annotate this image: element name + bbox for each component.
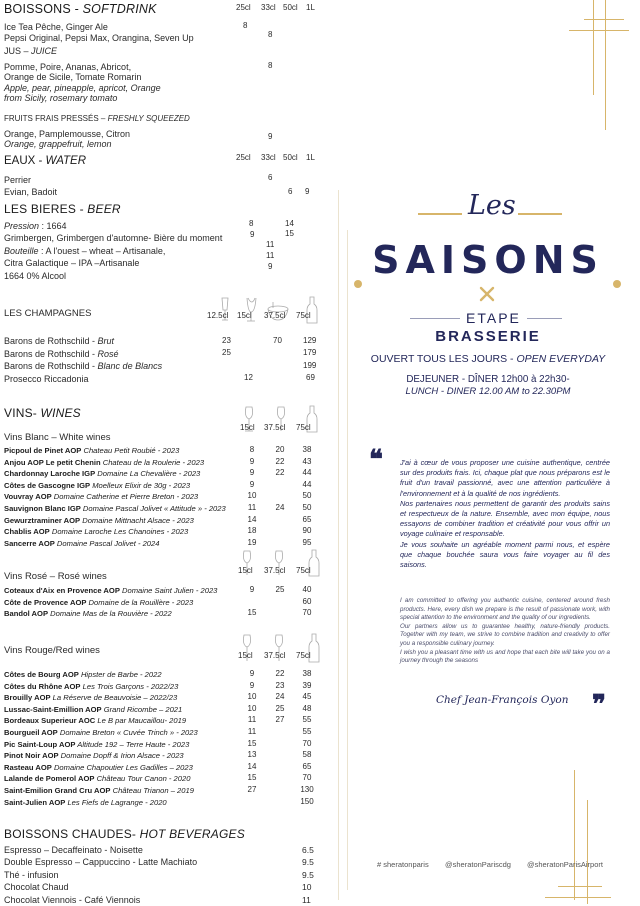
wine-price-c: 50 (302, 491, 312, 501)
wine-producer: Domaine Chapoutier Les Gadilles – 2023 (51, 762, 193, 772)
champ-row-1-c1: 23 (222, 336, 231, 345)
beer-citra: Citra Galactique – IPA –Artisanale (4, 258, 140, 268)
wine-producer: Hipster de Barbe - 2022 (78, 670, 162, 679)
water-perrier-price: 6 (268, 173, 273, 182)
wine-name: Sauvignon Blanc IGP (4, 504, 81, 513)
beer-grimbergen: Grimbergen, Grimbergen d'automne- Bière du moment (4, 233, 223, 243)
wine-producer: Domaine Pascal Jolivet « Attitude » - 2023 (80, 504, 226, 513)
size-33cl: 33cl (261, 3, 276, 12)
wine-name: Côtes de Gascogne IGP (4, 480, 91, 490)
softdrink-row-1-price: 8 (243, 21, 248, 30)
champ-row-1-name: Barons de Rothschild - (4, 336, 98, 346)
wine-price-c: 38 (302, 445, 312, 454)
wine-price-a: 9 (249, 669, 255, 678)
champ-row-1-c4: 129 (303, 336, 317, 345)
chef-quote-en: I am committed to offering you authentic cuisine, centered around fresh products. Here, every dish we prepare is the result of passionate work, with special attention to the environment and the quality of our ingredients. Our partners allow us to guarantee healthy, nature-friendly products. Together with my team, we strive to combine tradition and creativity to offer you a responsible culinary journey. I wish you a pleasant time with us and hope that each bite will take you on a journey through the seasons (400, 597, 610, 665)
water-evian-50: 6 (288, 187, 293, 196)
wine-price-a: 18 (247, 526, 257, 536)
wines-heading (4, 406, 81, 420)
wine-price-a: 19 (247, 537, 257, 547)
logo-saisons: SAISONS (372, 238, 604, 282)
wine-price-c: 44 (302, 479, 312, 489)
champ-row-2-c4: 179 (303, 348, 317, 357)
wine-name: Lussac-Saint-Emillion AOP (4, 704, 102, 714)
juice-line-1: Pomme, Poire, Ananas, Abricot, (4, 62, 132, 72)
water-size-33cl: 33cl (261, 153, 276, 162)
wine-price-c: 55 (302, 715, 312, 725)
wine-name: Chablis AOP (4, 527, 50, 537)
fruits-title: FRUITS FRAIS PRESSÉS – (4, 114, 108, 123)
wines-title: VINS- (4, 406, 41, 420)
wine-price-a: 10 (247, 491, 257, 501)
wine-producer: Altitude 192 – Terre Haute - 2023 (75, 739, 190, 749)
fruits-line: Orange, Pamplemousse, Citron (4, 129, 131, 139)
wine-row (4, 728, 198, 737)
logo-brasserie: BRASSERIE (435, 328, 541, 345)
logo-les: Les (468, 190, 516, 221)
wine-price-b: 24 (275, 692, 285, 702)
wine-price-a: 13 (247, 750, 257, 760)
beer-price-3: 9 (250, 230, 255, 239)
wine-producer: Domaine Breton « Cuvée Trinch » - 2023 (57, 728, 198, 737)
beer-bouteille (4, 246, 165, 257)
wine-price-c: 45 (302, 692, 312, 702)
wine-row (4, 786, 194, 795)
rose-size-75: 75cl (296, 566, 311, 575)
wine-row (4, 504, 226, 513)
logo-dot-right (613, 280, 621, 288)
champ-row-4-c4: 69 (306, 373, 315, 382)
wine-price-b: 23 (275, 680, 285, 690)
wine-row (4, 446, 179, 455)
size-50cl: 50cl (283, 3, 298, 12)
wine-price-c: 130 (300, 785, 314, 794)
wine-price-a: 15 (247, 773, 257, 783)
hot-beverage-price: 9.5 (302, 857, 314, 868)
champ-size-15: 15cl (237, 311, 252, 320)
gold-line-decor (574, 770, 575, 900)
softdrink-row-2: Pepsi Original, Pepsi Max, Orangina, Seven Up (4, 33, 194, 43)
hot-beverage-price: 9.5 (302, 869, 314, 880)
social-airport[interactable]: @sheratonParisAirport (527, 860, 603, 869)
wine-price-b: 27 (275, 715, 285, 725)
beer-alcool: 1664 0% Alcool (4, 271, 67, 281)
wine-row (4, 469, 200, 478)
wine-price-a: 11 (247, 715, 257, 725)
gold-line-decor (584, 19, 624, 20)
fruits-price: 9 (268, 132, 273, 141)
wine-row (4, 774, 190, 783)
wine-price-a: 10 (247, 692, 257, 702)
wine-name: Côte de Provence AOP (4, 597, 87, 607)
red-size-15: 15cl (238, 651, 253, 660)
hot-beverage-price: 6.5 (302, 845, 314, 855)
wine-row (4, 586, 217, 595)
gold-line-decor (558, 886, 602, 887)
beer-bouteille-label: Bouteille (4, 246, 39, 256)
fruits-title-italic: FRESHLY SQUEEZED (107, 114, 190, 123)
champ-row-1-italic: Brut (97, 336, 115, 346)
wine-price-a: 14 (247, 514, 257, 524)
champ-row-3-c4: 199 (303, 361, 317, 370)
wine-row (4, 798, 167, 807)
wine-price-c: 58 (302, 750, 312, 760)
wine-producer: Chateau de la Roulerie - 2023 (100, 457, 205, 467)
wine-producer: Domaine Laroche Les Chanoines - 2023 (49, 527, 189, 537)
wine-name: Rasteau AOP (4, 762, 52, 772)
hot-beverage-name: Chocolat Viennois - Café Viennois (4, 894, 141, 905)
wine-price-a: 27 (247, 785, 257, 794)
wine-price-c: 65 (302, 761, 312, 771)
size-1l: 1L (306, 3, 315, 12)
wine-producer: Domaine Catherine et Pierre Breton - 2023 (51, 492, 199, 502)
wine-price-b: 25 (275, 585, 285, 594)
juice-heading (4, 46, 57, 57)
wine-price-c: 150 (300, 796, 314, 806)
wine-producer: Domaine Mas de la Rouvière - 2022 (48, 609, 172, 619)
wine-name: Saint-Julien AOP (4, 797, 66, 807)
wine-price-c: 48 (302, 703, 312, 713)
wine-price-b: 22 (275, 468, 285, 478)
logo-etape: ETAPE (460, 310, 527, 326)
champ-row-2-name: Barons de Rothschild - (4, 349, 98, 359)
hours-en: LUNCH - DINER 12.00 AM to 22.30PM (405, 386, 571, 397)
wine-price-c: 65 (302, 514, 312, 524)
wine-producer: Domaine La Chevalière - 2023 (95, 469, 201, 479)
beer-title-italic: BEER (87, 202, 121, 216)
water-size-50cl: 50cl (283, 153, 298, 162)
beer-title: LES BIERES - (4, 202, 88, 216)
wine-producer: Domaine Mittnacht Alsace - 2023 (80, 515, 194, 525)
champagne-title: LES CHAMPAGNES (4, 308, 92, 319)
wine-name: Bordeaux Superieur AOC (4, 716, 96, 726)
beer-pression-rest: : 1664 (39, 221, 67, 231)
wine-row (4, 481, 190, 490)
champ-row-4-c2: 12 (244, 373, 253, 382)
wine-price-a: 10 (247, 703, 257, 713)
wine-price-c: 50 (302, 503, 312, 512)
wine-price-b: 24 (275, 503, 285, 512)
wine-name: Pic Saint-Loup AOP (4, 739, 76, 749)
hot-beverage-name: Chocolat Chaud (4, 882, 69, 893)
wine-name: Côtes du Rhône AOP (4, 681, 81, 691)
wine-price-c: 90 (302, 526, 312, 536)
wine-row (4, 492, 198, 501)
wine-producer: Domaine Dopff & Irion Alsace - 2023 (58, 751, 184, 761)
gold-line-decor (569, 30, 629, 31)
wine-producer: Le B par Maucaillou- 2019 (95, 716, 187, 726)
chef-quote-fr: J'ai à cœur de vous proposer une cuisine authentique, centrée sur des produits frais. Ici, chaque plat que nous préparons est le fruit d'un travail passionné, avec une attention particulière à l'environnement et à la qualité de nos ingrédients. Nos partenaires nous permettent de garantir des produits sains et respectueux de la nature. Ensemble, avec mon équipe, nous essayons de combiner tradition et créativité pour vous offrir un voyage culinaire et responsable. Je vous souhaite un agréable moment parmi nous, et espère que chaque bouchée saura vous faire voyager au fil des saisons. (400, 458, 610, 570)
beer-price-1: 8 (249, 219, 254, 228)
champ-row-2-italic: Rosé (97, 349, 119, 359)
gold-line-decor (545, 897, 611, 898)
wine-row (4, 609, 172, 618)
red-wines-title: Vins Rouge/Red wines (4, 645, 100, 656)
wine-producer: Domaine de la Rouillère - 2023 (86, 597, 194, 607)
wine-row (4, 516, 194, 525)
column-divider (347, 230, 348, 890)
beer-price-4: 15 (285, 229, 294, 238)
wine-row (4, 740, 189, 749)
column-divider (338, 190, 339, 900)
close-quote-icon: ❞ (592, 690, 606, 720)
social-hashtag[interactable]: # sheratonparis (377, 860, 429, 869)
open-fr: OUVERT TOUS LES JOURS - (370, 353, 517, 365)
juice-price: 8 (268, 61, 273, 70)
hot-beverage-name: Espresso – Decaffeinato - Noisette (4, 845, 143, 855)
wine-price-b: 20 (275, 445, 285, 454)
wine-price-c: 44 (302, 468, 312, 478)
white-wines-title: Vins Blanc – White wines (4, 432, 111, 443)
fruits-heading (4, 113, 190, 124)
wine-price-a: 9 (249, 680, 255, 690)
beer-price-5: 11 (266, 240, 275, 249)
red-glasses-icon (238, 633, 328, 665)
wine-producer: Domaine Saint Julien - 2023 (119, 586, 218, 595)
hot-beverages-heading (4, 827, 245, 841)
juice-line-3: Apple, pear, pineapple, apricot, Orange (4, 83, 161, 93)
wine-price-a: 9 (249, 456, 255, 466)
wine-price-a: 11 (247, 727, 257, 736)
wine-size-15: 15cl (240, 423, 255, 432)
water-evian: Evian, Badoit (4, 187, 58, 197)
champ-row-3-name: Barons de Rothschild - (4, 361, 98, 371)
wine-producer: Grand Ricombe – 2021 (101, 704, 183, 714)
chef-signature: Chef Jean-François Oyon (436, 694, 569, 706)
beer-pression (4, 221, 67, 232)
wine-name: Brouilly AOP (4, 693, 51, 703)
wine-name: Lalande de Pomerol AOP (4, 774, 95, 784)
wine-name: Anjou AOP Le petit Chenin (4, 457, 101, 467)
wine-row (4, 527, 188, 536)
champ-row-2-c1: 25 (222, 348, 231, 357)
wine-size-375: 37.5cl (264, 423, 286, 432)
water-size-25cl: 25cl (236, 153, 251, 162)
open-everyday (361, 353, 615, 365)
champ-row-3 (4, 361, 162, 372)
hot-beverage-price: 11 (302, 894, 311, 905)
wine-name: Sancerre AOP (4, 538, 55, 548)
wine-producer: Chateau Petit Roubié - 2023 (81, 446, 180, 455)
wine-row (4, 539, 159, 548)
champ-row-3-italic: Blanc de Blancs (97, 361, 163, 371)
water-title-italic: WATER (45, 155, 87, 167)
wine-producer: Les Trois Garçons - 2022/23 (80, 681, 179, 691)
wine-row (4, 670, 162, 679)
wine-producer: Domaine Pascal Jolivet - 2024 (54, 538, 160, 548)
wines-title-italic: WINES (40, 406, 81, 420)
wine-name: Bandol AOP (4, 609, 49, 619)
wine-price-c: 40 (302, 585, 312, 594)
wine-name: Chardonnay Laroche IGP (4, 469, 96, 479)
logo-gold-rule-right (518, 213, 562, 215)
hot-title: BOISSONS CHAUDES- (4, 827, 140, 841)
beer-price-7: 9 (268, 262, 273, 271)
wine-producer: Château Trianon – 2019 (110, 786, 194, 795)
logo-gold-rule-left (418, 213, 462, 215)
wine-price-c: 70 (302, 738, 312, 748)
wine-price-a: 8 (249, 445, 255, 454)
social-cdg[interactable]: @sheratonPariscdg (445, 860, 511, 869)
wine-row (4, 693, 177, 702)
wine-price-a: 9 (249, 585, 255, 594)
beer-heading (4, 202, 121, 216)
champ-row-2 (4, 349, 119, 360)
hot-beverage-name: Thé - infusion (4, 869, 59, 880)
wine-price-a: 15 (247, 738, 257, 748)
hot-beverage-price: 10 (302, 882, 312, 893)
hot-beverage-name: Double Espresso – Cappuccino - Latte Machiato (4, 857, 198, 868)
hot-title-italic: HOT BEVERAGES (139, 827, 245, 841)
wine-name: Gewurztraminer AOP (4, 515, 81, 525)
beer-price-6: 11 (266, 251, 275, 260)
wine-price-a: 9 (249, 479, 255, 489)
champ-size-125: 12.5cl (207, 311, 229, 320)
wine-price-c: 55 (302, 727, 312, 736)
wine-row (4, 682, 178, 691)
wine-row (4, 751, 184, 760)
wine-name: Coteaux d'Aix en Provence AOP (4, 586, 120, 595)
wine-name: Bourgueil AOP (4, 728, 58, 737)
wine-price-b: 22 (275, 456, 285, 466)
juice-line-2: Orange de Sicile, Tomate Romarin (4, 72, 142, 82)
champ-row-1 (4, 336, 114, 347)
wine-row (4, 705, 182, 714)
wine-row (4, 458, 204, 467)
wine-price-c: 70 (302, 773, 312, 783)
beer-bouteille-rest: : A l'ouest – wheat – Artisanale, (38, 246, 166, 256)
softdrink-heading (4, 2, 157, 16)
wine-price-c: 70 (302, 608, 312, 618)
champ-size-75: 75cl (296, 311, 311, 320)
wine-name: Vouvray AOP (4, 492, 52, 502)
wine-price-a: 14 (247, 761, 257, 771)
juice-title: JUS – (4, 46, 32, 56)
wine-name: Côtes de Bourg AOP (4, 670, 79, 679)
rose-wines-title: Vins Rosé – Rosé wines (4, 571, 107, 582)
softdrink-title: BOISSONS - (4, 2, 83, 16)
wine-price-c: 43 (302, 456, 312, 466)
red-size-75: 75cl (296, 651, 311, 660)
wine-price-c: 39 (302, 680, 312, 690)
fruits-italic-line: Orange, grappefruit, lemon (4, 139, 112, 149)
rose-size-375: 37.5cl (264, 566, 286, 575)
wine-price-c: 95 (302, 537, 312, 547)
rose-size-15: 15cl (238, 566, 253, 575)
wine-producer: Les Fiefs de Lagrange - 2020 (65, 797, 167, 807)
beer-price-2: 14 (285, 219, 294, 228)
wine-row (4, 763, 193, 772)
wine-price-a: 9 (249, 468, 255, 478)
red-size-375: 37.5cl (264, 651, 286, 660)
wine-price-a: 15 (247, 608, 257, 618)
wine-size-75: 75cl (296, 423, 311, 432)
juice-line-4: from Sicily, rosemary tomato (4, 93, 118, 103)
softdrink-row-1: Ice Tea Pêche, Ginger Ale (4, 22, 108, 32)
softdrink-row-2-price: 8 (268, 30, 273, 39)
crossed-utensils-icon (478, 285, 496, 303)
size-25cl: 25cl (236, 3, 251, 12)
wine-name: Picpoul de Pinet AOP (4, 446, 82, 455)
hours-fr: DEJEUNER - DÎNER 12h00 à 22h30- (406, 374, 570, 385)
wine-producer: Moelleux Elixir de 30g - 2023 (90, 480, 191, 490)
wine-producer: La Réserve de Beauvoisie – 2022/23 (50, 693, 178, 703)
water-heading (4, 155, 86, 167)
wine-price-c: 38 (302, 669, 312, 678)
wine-price-b: 25 (275, 703, 285, 713)
water-evian-1l: 9 (305, 187, 310, 196)
water-perrier: Perrier (4, 175, 32, 185)
water-title: EAUX - (4, 155, 46, 167)
wine-row (4, 716, 186, 725)
wine-producer: Château Tour Canon - 2020 (94, 774, 191, 784)
beer-pression-label: Pression (4, 221, 40, 231)
open-quote-icon: ❝ (369, 445, 383, 475)
champ-row-1-c3: 70 (273, 336, 282, 345)
gold-line-decor (593, 0, 594, 95)
softdrink-title-italic: SOFTDRINK (82, 2, 157, 16)
wine-name: Pinot Noir AOP (4, 751, 59, 761)
wine-name: Saint-Emilion Grand Cru AOP (4, 786, 111, 795)
champ-size-375: 37.5cl (264, 311, 286, 320)
wine-price-a: 11 (247, 503, 257, 512)
wine-price-c: 60 (302, 596, 312, 606)
wine-price-b: 22 (275, 669, 285, 678)
open-en: OPEN EVERYDAY (516, 353, 606, 365)
juice-title-italic: JUICE (31, 46, 58, 56)
wine-row (4, 598, 193, 607)
champ-row-4: Prosecco Riccadonia (4, 374, 89, 384)
logo-dot-left (354, 280, 362, 288)
gold-line-decor (587, 800, 588, 904)
water-size-1l: 1L (306, 153, 315, 162)
